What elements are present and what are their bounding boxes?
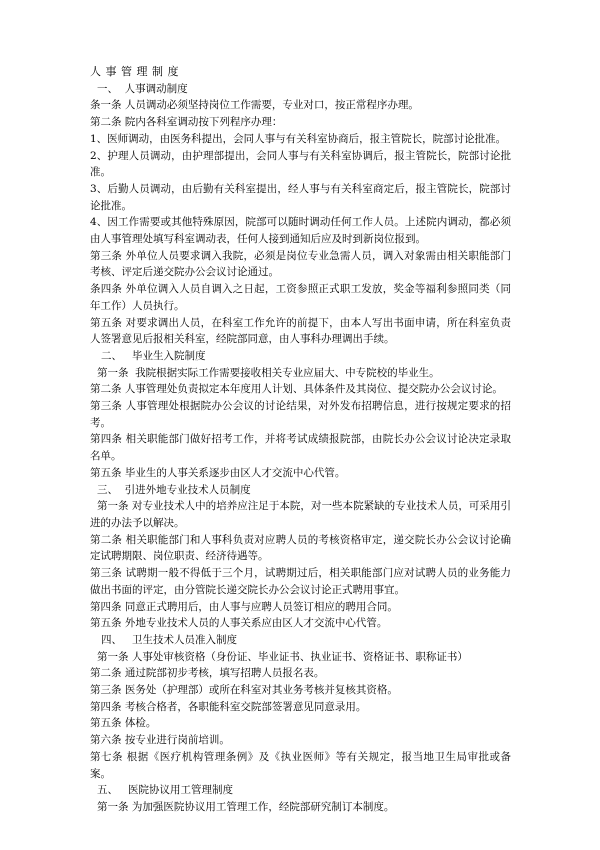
paragraph: 第三条 试聘期一般不得低于三个月，试聘期过后，相关职能部门应对试聘人员的业务能力做出书面的评定，由分管院长递交院长办公会议讨论正式聘用事宜。 xyxy=(90,567,511,596)
paragraph: 条四条 外单位调入人员自调入之日起，工资参照正式职工发放，奖金等福利参照同类（同年工作）人员执行。 xyxy=(90,283,511,312)
paragraph: 1、医师调动，由医务科提出，会同人事与有关科室协商后，报主管院长，院部讨论批准。 xyxy=(90,132,507,145)
paragraph: 第三条 医务处（护理部）或所在科室对其业务考核并复核其资格。 xyxy=(90,684,398,697)
paragraph: 第一条 为加强医院协议用工管理工作，经院部研究制订本制度。 xyxy=(97,800,395,813)
paragraph: 第五条 体检。 xyxy=(90,717,157,730)
paragraph: 四、 卫生技术人员准入制度 xyxy=(101,633,238,646)
paragraph: 五、 医院协议用工管理制度 xyxy=(97,784,234,797)
paragraph: 第三条 人事管理处根据院办公会议的讨论结果，对外发布招聘信息，进行按规定要求的招考。 xyxy=(90,400,511,429)
paragraph: 第一条 我院根据实际工作需要接收相关专业应届大、中专院校的毕业生。 xyxy=(97,366,440,379)
paragraph: 第一条 对专业技术人中的培养应注足于本院，对一些本院紧缺的专业技术人员，可采用引进的办法予以解决。 xyxy=(90,500,511,529)
paragraph: 第四条 考核合格者，各职能科室交院部签署意见同意录用。 xyxy=(90,700,367,713)
paragraph: 第二条 院内各科室调动按下列程序办理： xyxy=(90,116,283,129)
document-title: 人 事 管 理 制 度 xyxy=(90,65,179,78)
paragraph: 2、护理人员调动，由护理部提出，会同人事与有关科室协调后，报主管院长，院部讨论批准。 xyxy=(90,149,511,179)
paragraph: 第三条 外单位人员要求调入我院，必须是岗位专业急需人员，调入对象需由相关职能部门考核、评定后递交院办公会议讨论通过。 xyxy=(90,249,511,279)
paragraph: 第二条 相关职能部门和人事科负责对应聘人员的考核资格审定，递交院长办公会议讨论确定试聘期限、岗位职责、经济待遇等。 xyxy=(90,533,511,563)
paragraph: 第四条 相关职能部门做好招考工作，并将考试成绩报院部，由院长办公会议讨论决定录取名单。 xyxy=(90,433,511,463)
paragraph: 一、 人事调动制度 xyxy=(97,82,188,95)
paragraph: 第七条 根据《医疗机构管理条例》及《执业医师》等有关规定，报当地卫生局审批或备案。 xyxy=(90,750,511,780)
paragraph: 3、后勤人员调动，由后勤有关科室提出，经人事与有关科室商定后，报主管院长，院部讨论批准。 xyxy=(90,182,511,212)
paragraph: 第五条 外地专业技术人员的人事关系应由区人才交流中心代管。 xyxy=(90,617,388,630)
paragraph: 第五条 对要求调出人员，在科室工作允许的前提下，由本人写出书面申请，所在科室负责人签署意见后报相关科室，经院部同意，由人事科办理调出手续。 xyxy=(90,316,511,346)
paragraph: 三、 引进外地专业技术人员制度 xyxy=(97,483,251,496)
paragraph: 第二条 通过院部初步考核，填写招聘人员报名表。 xyxy=(90,667,325,680)
paragraph: 第六条 按专业进行岗前培训。 xyxy=(90,734,230,747)
paragraph: 第五条 毕业生的人事关系逐步由区人才交流中心代管。 xyxy=(90,466,346,479)
paragraph: 条一条 人员调动必须坚持岗位工作需要，专业对口，按正常程序办理。 xyxy=(90,99,419,112)
paragraph: 4、因工作需要或其他特殊原因，院部可以随时调动任何工作人员。上述院内调动，都必须由人事管理处填写科室调动表，任何人接到通知后应及时到新岗位报到。 xyxy=(90,216,511,246)
paragraph: 第一条 人事处审核资格（身份证、毕业证书、执业证书、资格证书、职称证书） xyxy=(97,650,468,663)
document-body xyxy=(90,81,511,816)
paragraph: 二、 毕业生入院制度 xyxy=(101,349,206,362)
paragraph: 第四条 同意正式聘用后，由人事与应聘人员签订相应的聘用合同。 xyxy=(90,600,398,613)
paragraph: 第二条 人事管理处负责拟定本年度用人计划、具体条件及其岗位、提交院办公会议讨论。 xyxy=(90,383,503,396)
